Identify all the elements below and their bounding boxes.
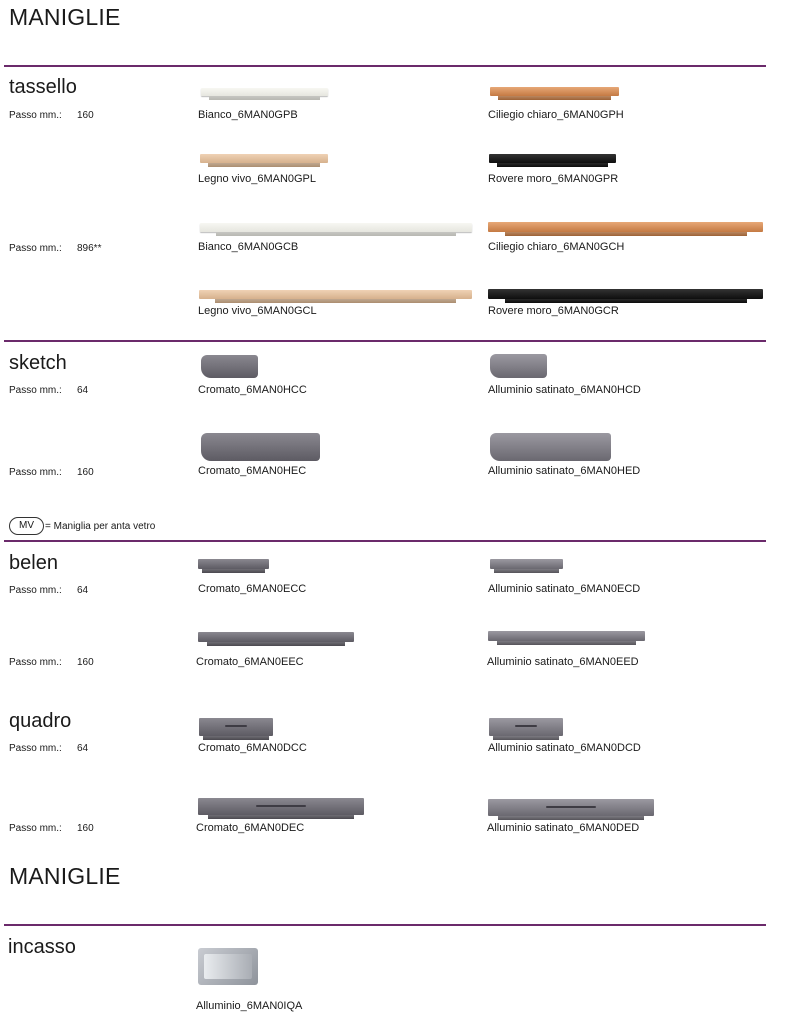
product-caption[interactable]: Cromato_6MAN0HEC [198,465,307,477]
section-divider [4,540,766,542]
product-caption[interactable]: Rovere moro_6MAN0GCR [488,305,619,317]
passo-label: Passo mm.: [9,110,62,121]
handle-image-belen-eec[interactable] [198,632,354,642]
passo-value: 160 [77,823,94,834]
handle-image-sketch-hed[interactable] [490,433,611,461]
section-heading: MANIGLIE [9,863,121,889]
product-caption[interactable]: Alluminio satinato_6MAN0DED [487,822,640,834]
section-title-quadro: quadro [9,710,72,732]
section-divider [4,340,766,342]
handle-image-legno-gpl[interactable] [200,154,328,163]
product-caption[interactable]: Cromato_6MAN0DCC [198,742,307,754]
product-caption[interactable]: Alluminio satinato_6MAN0DCD [488,742,641,754]
product-caption[interactable]: Bianco_6MAN0GCB [198,241,299,253]
passo-value: 64 [77,585,89,596]
passo-value: 64 [77,743,89,754]
product-caption[interactable]: Bianco_6MAN0GPB [198,109,298,121]
product-caption[interactable]: Alluminio satinato_6MAN0EED [487,656,639,668]
handle-image-bianco-gpb[interactable] [201,88,328,96]
mv-badge: MV [9,517,44,535]
handle-image-rovere-gpr[interactable] [489,154,616,163]
handle-image-ciliegio-gch[interactable] [488,222,763,232]
handle-image-sketch-hcd[interactable] [490,354,547,378]
section-divider [4,924,766,926]
handle-image-rovere-gcr[interactable] [488,289,763,299]
handle-image-sketch-hcc[interactable] [201,355,258,378]
product-caption[interactable]: Cromato_6MAN0DEC [196,822,305,834]
handle-image-quadro-dec[interactable] [198,798,364,815]
section-title-incasso: incasso [8,936,76,958]
passo-label: Passo mm.: [9,243,62,254]
handle-image-quadro-dcc[interactable] [199,718,273,736]
passo-label: Passo mm.: [9,585,62,596]
handle-image-ciliegio-gph[interactable] [490,87,619,96]
section-title-belen: belen [9,552,58,574]
product-caption[interactable]: Ciliegio chiaro_6MAN0GPH [488,109,624,121]
handle-image-quadro-dcd[interactable] [489,718,563,736]
section-title-tassello: tassello [9,76,77,98]
passo-label: Passo mm.: [9,743,62,754]
handle-image-quadro-ded[interactable] [488,799,654,816]
handle-image-sketch-hec[interactable] [201,433,320,461]
passo-label: Passo mm.: [9,823,62,834]
passo-value: 64 [77,385,89,396]
product-caption[interactable]: Cromato_6MAN0ECC [198,583,307,595]
product-caption[interactable]: Cromato_6MAN0EEC [196,656,304,668]
handle-image-belen-ecc[interactable] [198,559,269,569]
passo-label: Passo mm.: [9,657,62,668]
section-divider [4,65,766,67]
product-caption[interactable]: Alluminio_6MAN0IQA [196,1000,303,1012]
product-caption[interactable]: Alluminio satinato_6MAN0ECD [488,583,641,595]
handle-image-incasso-iqa[interactable] [198,948,258,985]
product-caption[interactable]: Legno vivo_6MAN0GPL [198,173,317,185]
passo-value: 896** [77,243,102,254]
passo-value: 160 [77,657,94,668]
passo-value: 160 [77,467,94,478]
product-caption[interactable]: Rovere moro_6MAN0GPR [488,173,619,185]
product-caption[interactable]: Ciliegio chiaro_6MAN0GCH [488,241,625,253]
handle-image-belen-ecd[interactable] [490,559,563,569]
handle-image-legno-gcl[interactable] [199,290,472,299]
product-caption[interactable]: Cromato_6MAN0HCC [198,384,307,396]
product-caption[interactable]: Legno vivo_6MAN0GCL [198,305,317,317]
product-caption[interactable]: Alluminio satinato_6MAN0HCD [488,384,641,396]
section-title-sketch: sketch [9,352,67,374]
passo-label: Passo mm.: [9,385,62,396]
product-caption[interactable]: Alluminio satinato_6MAN0HED [488,465,641,477]
handle-image-belen-eed[interactable] [488,631,645,641]
handle-image-bianco-gcb[interactable] [200,223,472,232]
passo-value: 160 [77,110,94,121]
mv-note: = Maniglia per anta vetro [45,521,156,532]
passo-label: Passo mm.: [9,467,62,478]
page-title: MANIGLIE [9,4,121,30]
